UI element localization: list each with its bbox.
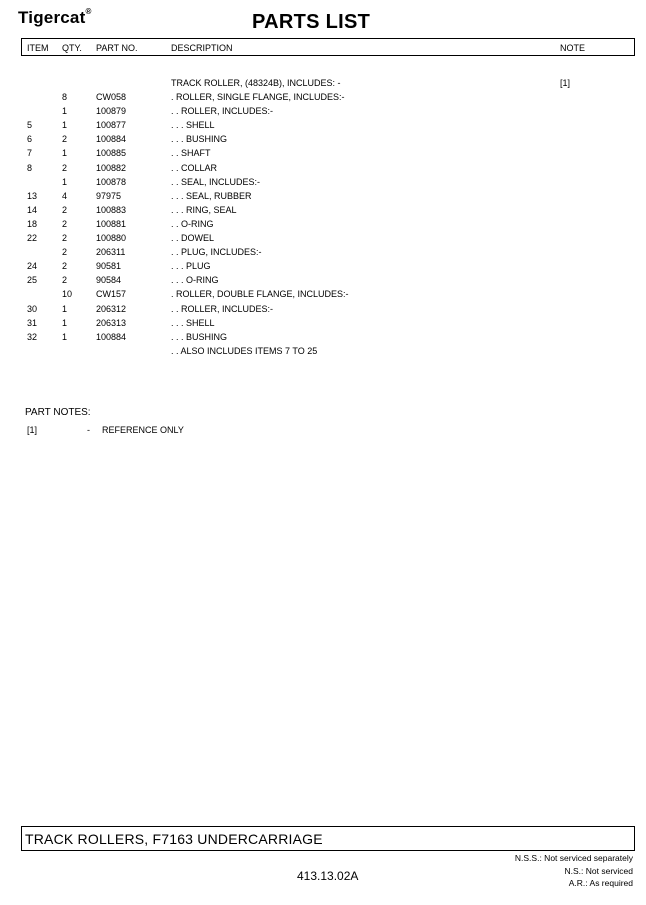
table-row bbox=[0, 330, 646, 344]
row-description: . ROLLER, DOUBLE FLANGE, INCLUDES:- bbox=[171, 289, 349, 300]
table-row bbox=[0, 259, 646, 273]
table-row bbox=[0, 231, 646, 245]
table-row bbox=[0, 104, 646, 118]
table-row bbox=[0, 175, 646, 189]
row-qty: 2 bbox=[62, 218, 68, 229]
table-row bbox=[0, 90, 646, 104]
row-part-no: CW058 bbox=[96, 92, 127, 103]
page-number: 413.13.02A bbox=[297, 869, 359, 883]
row-qty: 2 bbox=[62, 247, 68, 258]
table-row bbox=[0, 273, 646, 287]
legend-line: N.S.: Not serviced bbox=[564, 865, 633, 876]
legend-line: A.R.: As required bbox=[568, 878, 633, 888]
abbreviation-legend bbox=[515, 852, 633, 890]
row-part-no: 100884 bbox=[96, 331, 127, 342]
table-row bbox=[0, 132, 646, 146]
row-qty: 1 bbox=[62, 331, 68, 342]
row-description: . . COLLAR bbox=[171, 162, 218, 173]
row-part-no: 97975 bbox=[96, 190, 122, 201]
part-notes-title: PART NOTES: bbox=[25, 407, 91, 418]
row-qty: 8 bbox=[62, 92, 68, 103]
row-item: 14 bbox=[27, 204, 38, 215]
table-row bbox=[0, 287, 646, 301]
row-item: 22 bbox=[27, 233, 38, 244]
row-part-no: 100881 bbox=[96, 218, 127, 229]
part-note-dash: - bbox=[87, 425, 90, 435]
row-qty: 2 bbox=[62, 275, 68, 286]
column-header-qty: QTY. bbox=[62, 43, 82, 53]
row-description: . . ROLLER, INCLUDES:- bbox=[171, 106, 274, 117]
part-note-text: REFERENCE ONLY bbox=[102, 425, 184, 435]
parts-table bbox=[0, 76, 646, 358]
row-qty: 2 bbox=[62, 261, 68, 272]
row-qty: 1 bbox=[62, 120, 68, 131]
row-item: 31 bbox=[27, 317, 38, 328]
row-description: . . O-RING bbox=[171, 218, 214, 229]
table-row bbox=[0, 146, 646, 160]
row-description: . . ROLLER, INCLUDES:- bbox=[171, 303, 274, 314]
row-description: . . . PLUG bbox=[171, 261, 211, 272]
row-note: [1] bbox=[560, 78, 571, 88]
table-row bbox=[0, 316, 646, 330]
row-part-no: 100882 bbox=[96, 162, 127, 173]
row-part-no: 100880 bbox=[96, 233, 127, 244]
row-part-no: 206311 bbox=[96, 247, 126, 258]
table-row bbox=[0, 344, 646, 358]
row-qty: 1 bbox=[62, 106, 68, 117]
row-part-no: 100879 bbox=[96, 106, 127, 117]
row-qty: 1 bbox=[62, 303, 68, 314]
table-row bbox=[0, 302, 646, 316]
row-part-no: 100885 bbox=[96, 148, 127, 159]
part-note-ref: [1] bbox=[27, 425, 38, 435]
table-row bbox=[0, 161, 646, 175]
row-part-no: 100883 bbox=[96, 204, 127, 215]
row-description: . . PLUG, INCLUDES:- bbox=[171, 247, 262, 258]
row-item: 13 bbox=[27, 190, 38, 201]
column-header-item: ITEM bbox=[27, 43, 49, 53]
row-description: . . ALSO INCLUDES ITEMS 7 TO 25 bbox=[171, 345, 318, 356]
registered-mark: ® bbox=[85, 7, 92, 17]
column-header-description: DESCRIPTION bbox=[171, 43, 233, 53]
row-item: 6 bbox=[27, 134, 33, 145]
row-description: . . DOWEL bbox=[171, 233, 215, 244]
row-item: 24 bbox=[27, 261, 38, 272]
row-item: 18 bbox=[27, 218, 38, 229]
footer-title: TRACK ROLLERS, F7163 UNDERCARRIAGE bbox=[25, 831, 323, 847]
row-description: . . . BUSHING bbox=[171, 331, 228, 342]
row-part-no: 100877 bbox=[96, 120, 127, 131]
row-description: . . . BUSHING bbox=[171, 134, 228, 145]
row-item: 32 bbox=[27, 331, 38, 342]
row-item: 25 bbox=[27, 275, 38, 286]
row-qty: 10 bbox=[62, 289, 73, 300]
legend-line: N.S.S.: Not serviced separately bbox=[514, 853, 633, 863]
table-row bbox=[0, 118, 646, 132]
row-description: . . SEAL, INCLUDES:- bbox=[171, 176, 261, 187]
column-header-part-no: PART NO. bbox=[96, 43, 138, 53]
row-description: . . . SHELL bbox=[171, 317, 215, 328]
table-row bbox=[0, 76, 646, 90]
row-part-no: 100878 bbox=[96, 176, 127, 187]
row-part-no: CW157 bbox=[96, 289, 127, 300]
row-part-no: 90584 bbox=[96, 275, 122, 286]
row-qty: 2 bbox=[62, 134, 68, 145]
column-header-note: NOTE bbox=[560, 43, 586, 53]
row-description: . . SHAFT bbox=[171, 148, 211, 159]
row-qty: 2 bbox=[62, 233, 68, 244]
row-part-no: 206313 bbox=[96, 317, 127, 328]
row-part-no: 206312 bbox=[96, 303, 127, 314]
row-description: TRACK ROLLER, (48324B), INCLUDES: - bbox=[171, 78, 341, 88]
table-row bbox=[0, 189, 646, 203]
table-row bbox=[0, 217, 646, 231]
row-description: . . . RING, SEAL bbox=[171, 204, 237, 215]
row-qty: 1 bbox=[62, 317, 68, 328]
row-qty: 1 bbox=[62, 176, 68, 187]
brand-name: Tigercat bbox=[18, 8, 86, 27]
row-qty: 2 bbox=[62, 204, 68, 215]
row-item: 8 bbox=[27, 162, 33, 173]
table-row bbox=[0, 245, 646, 259]
table-row bbox=[0, 203, 646, 217]
row-item: 5 bbox=[27, 120, 33, 131]
brand-logo bbox=[18, 8, 92, 28]
row-description: . ROLLER, SINGLE FLANGE, INCLUDES:- bbox=[171, 92, 345, 103]
row-description: . . . SEAL, RUBBER bbox=[171, 190, 252, 201]
row-part-no: 100884 bbox=[96, 134, 127, 145]
row-item: 30 bbox=[27, 303, 38, 314]
row-description: . . . O-RING bbox=[171, 275, 219, 286]
row-part-no: 90581 bbox=[96, 261, 122, 272]
page-title: PARTS LIST bbox=[252, 11, 371, 33]
row-description: . . . SHELL bbox=[171, 120, 215, 131]
row-qty: 1 bbox=[62, 148, 68, 159]
row-qty: 4 bbox=[62, 190, 68, 201]
row-item: 7 bbox=[27, 148, 33, 159]
row-qty: 2 bbox=[62, 162, 68, 173]
